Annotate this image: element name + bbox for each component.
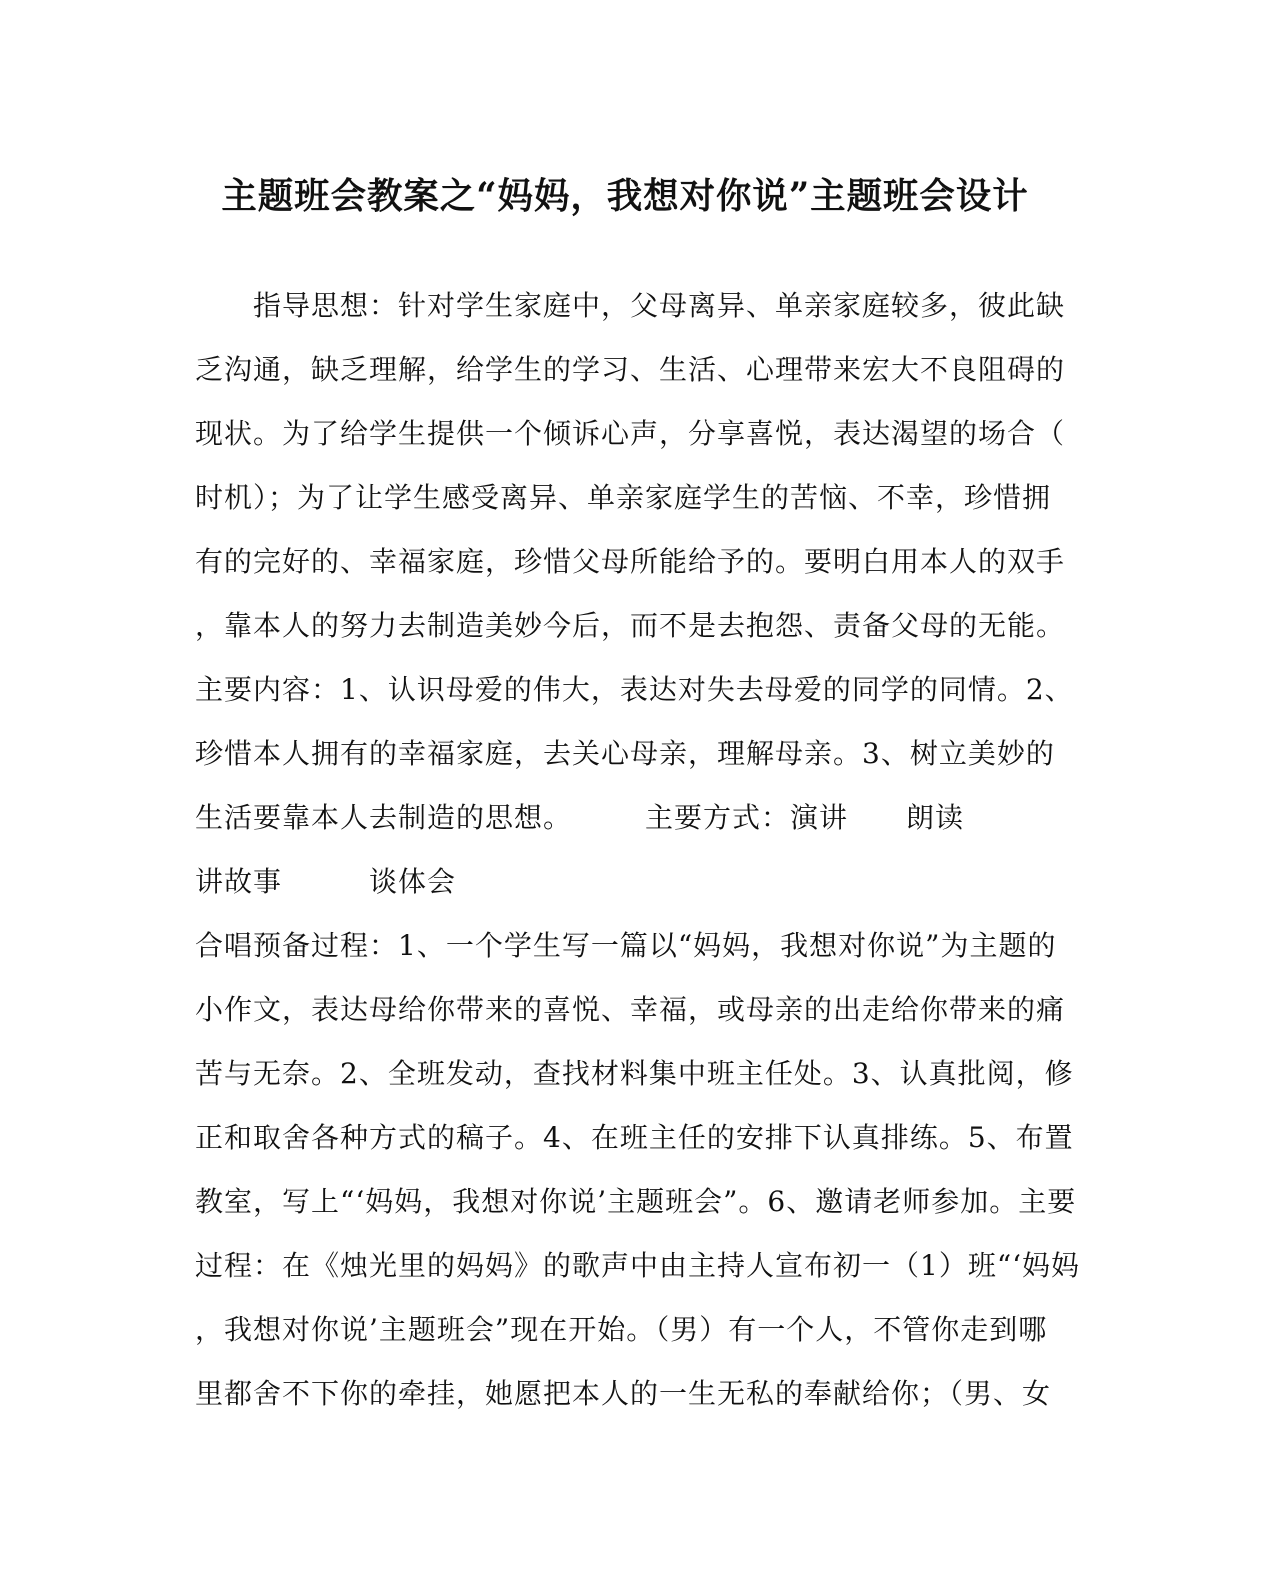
paragraph-line: 教室，写上“‘妈妈，我想对你说’主题班会”。6、邀请老师参加。主要 bbox=[195, 1185, 1077, 1218]
document-title: 主题班会教案之“妈妈，我想对你说”主题班会设计 bbox=[221, 175, 1029, 217]
paragraph-line: 里都舍不下你的牵挂，她愿把本人的一生无私的奉献给你；（男、女 bbox=[195, 1377, 1052, 1410]
paragraph-line: 现状。为了给学生提供一个倾诉心声，分享喜悦，表达渴望的场合（ bbox=[195, 417, 1066, 450]
paragraph-line: 讲故事 谈体会 bbox=[195, 865, 457, 898]
paragraph-line: 主要内容：1、认识母爱的伟大，表达对失去母爱的同学的同情。2、 bbox=[195, 673, 1074, 706]
paragraph-line: ，靠本人的努力去制造美妙今后，而不是去抱怨、责备父母的无能。 bbox=[195, 609, 1066, 642]
paragraph-line: 小作文，表达母给你带来的喜悦、幸福，或母亲的出走给你带来的痛 bbox=[195, 993, 1066, 1026]
paragraph-line: 珍惜本人拥有的幸福家庭，去关心母亲，理解母亲。3、树立美妙的 bbox=[195, 737, 1055, 770]
paragraph-line: 合唱预备过程：1、一个学生写一篇以“妈妈，我想对你说”为主题的 bbox=[195, 929, 1057, 962]
paragraph-line: 过程：在《烛光里的妈妈》的歌声中由主持人宣布初一（1）班“‘妈妈 bbox=[195, 1249, 1081, 1282]
paragraph-line: 指导思想：针对学生家庭中，父母离异、单亲家庭较多，彼此缺 bbox=[195, 289, 1066, 322]
paragraph-line: 生活要靠本人去制造的思想。 主要方式：演讲 朗读 bbox=[195, 801, 965, 834]
paragraph-line: 有的完好的、幸福家庭，珍惜父母所能给予的。要明白用本人的双手 bbox=[195, 545, 1066, 578]
paragraph-line: 时机）；为了让学生感受离异、单亲家庭学生的苦恼、不幸，珍惜拥 bbox=[195, 481, 1052, 514]
paragraph-line: 正和取舍各种方式的稿子。4、在班主任的安排下认真排练。5、布置 bbox=[195, 1121, 1074, 1154]
paragraph-line: ，我想对你说’主题班会”现在开始。（男）有一个人，不管你走到哪 bbox=[195, 1313, 1048, 1346]
paragraph-line: 乏沟通，缺乏理解，给学生的学习、生活、心理带来宏大不良阻碍的 bbox=[195, 353, 1066, 386]
paragraph-line: 苦与无奈。2、全班发动，查找材料集中班主任处。3、认真批阅，修 bbox=[195, 1057, 1074, 1090]
